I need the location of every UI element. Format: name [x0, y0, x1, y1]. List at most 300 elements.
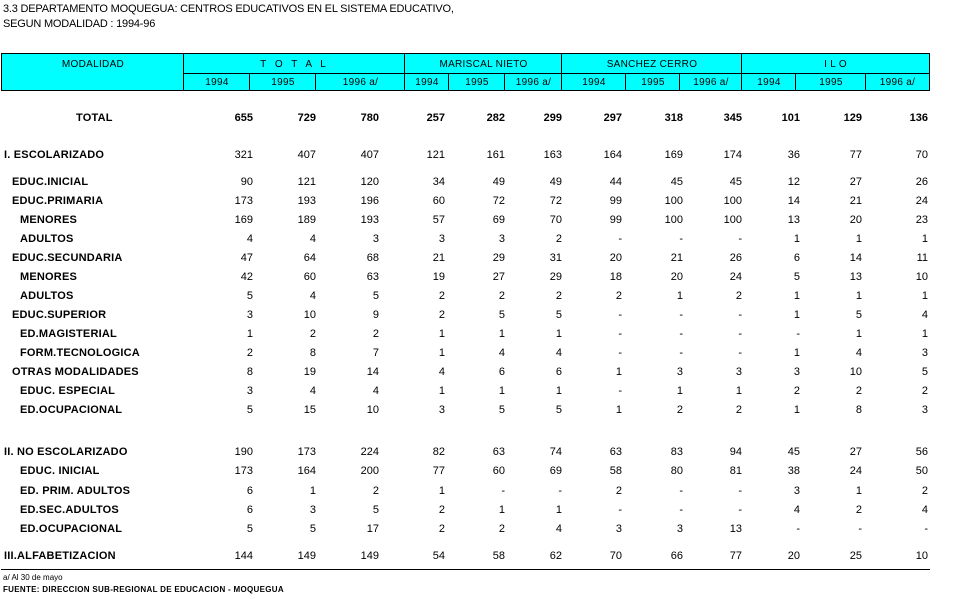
row-label: FORM.TECNOLOGICA [20, 347, 140, 359]
table-row [0, 327, 957, 342]
table-cell: 345 [723, 112, 742, 124]
table-cell: 14 [787, 195, 800, 207]
table-cell: 1 [793, 404, 800, 416]
table-cell: 224 [360, 446, 379, 458]
table-cell: 27 [492, 271, 505, 283]
table-cell: 1 [855, 233, 862, 245]
table-cell: 174 [723, 149, 742, 161]
table-cell: 13 [787, 214, 800, 226]
table-cell: 24 [915, 195, 928, 207]
table-row [0, 289, 957, 304]
table-cell: 56 [915, 446, 928, 458]
table-cell: 57 [432, 214, 445, 226]
table-cell: 70 [915, 149, 928, 161]
table-cell: 3 [793, 366, 800, 378]
table-cell: 3 [921, 347, 928, 359]
table-title [3, 2, 454, 32]
table-cell: 18 [609, 271, 622, 283]
table-cell: 2 [735, 290, 742, 302]
table-cell: 2 [309, 328, 316, 340]
row-label: TOTAL [76, 112, 113, 124]
table-cell: 3 [921, 404, 928, 416]
table-row [0, 194, 957, 209]
table-cell: - [679, 347, 683, 359]
table-cell: 161 [486, 149, 505, 161]
table-cell: 2 [793, 385, 800, 397]
table-cell: 49 [492, 176, 505, 188]
header-divider [679, 74, 680, 90]
table-cell: 9 [372, 309, 379, 321]
table-cell: 2 [921, 385, 928, 397]
table-cell: 1 [793, 347, 800, 359]
table-cell: 149 [360, 550, 379, 562]
table-cell: 1 [855, 328, 862, 340]
table-row [0, 148, 957, 163]
table-cell: 63 [609, 446, 622, 458]
table-cell: 54 [432, 550, 445, 562]
row-label: ED.MAGISTERIAL [20, 328, 117, 340]
table-cell: 2 [498, 523, 505, 535]
table-cell: 3 [498, 233, 505, 245]
header-year: 1995 [465, 76, 489, 88]
table-cell: 2 [855, 504, 862, 516]
table-cell: 20 [670, 271, 683, 283]
row-label: EDUC.PRIMARIA [12, 195, 104, 207]
header-year: 1995 [819, 76, 843, 88]
table-cell: 100 [723, 214, 742, 226]
table-cell: 27 [849, 446, 862, 458]
table-cell: 13 [729, 523, 742, 535]
table-cell: 2 [555, 290, 562, 302]
table-cell: 169 [234, 214, 253, 226]
table-cell: 77 [729, 550, 742, 562]
table-cell: 5 [372, 290, 379, 302]
header-divider [504, 74, 505, 90]
table-cell: - [618, 385, 622, 397]
table-cell: 26 [915, 176, 928, 188]
table-cell: 1 [615, 404, 622, 416]
table-cell: 196 [360, 195, 379, 207]
table-cell: 655 [234, 112, 253, 124]
table-cell: 4 [309, 233, 316, 245]
table-cell: 1 [855, 485, 862, 497]
table-cell: 164 [297, 465, 316, 477]
table-cell: 189 [297, 214, 316, 226]
table-cell: 20 [787, 550, 800, 562]
footnote: a/ Al 30 de mayo [3, 573, 63, 582]
row-label: MENORES [20, 214, 78, 226]
table-cell: 36 [787, 149, 800, 161]
table-cell: 3 [309, 504, 316, 516]
table-cell: 12 [787, 176, 800, 188]
table-cell: 69 [492, 214, 505, 226]
table-cell: 24 [849, 465, 862, 477]
table-cell: - [679, 233, 683, 245]
table-cell: 81 [729, 465, 742, 477]
table-cell: 190 [234, 446, 253, 458]
header-year: 1994 [757, 76, 781, 88]
table-cell: 1 [735, 385, 742, 397]
table-cell: - [558, 485, 562, 497]
table-cell: 1 [615, 366, 622, 378]
table-cell: - [738, 309, 742, 321]
header-year: 1995 [641, 76, 665, 88]
table-cell: 69 [549, 465, 562, 477]
table-cell: 2 [855, 385, 862, 397]
table-cell: - [738, 504, 742, 516]
table-cell: 10 [915, 550, 928, 562]
table-cell: 8 [309, 347, 316, 359]
table-cell: 94 [729, 446, 742, 458]
table-cell: 4 [855, 347, 862, 359]
table-cell: 173 [234, 465, 253, 477]
table-cell: 44 [609, 176, 622, 188]
table-cell: 2 [555, 233, 562, 245]
table-cell: 3 [676, 523, 683, 535]
table-row [0, 384, 957, 399]
table-cell: - [618, 328, 622, 340]
table-cell: 38 [787, 465, 800, 477]
table-row [0, 308, 957, 323]
table-cell: 63 [366, 271, 379, 283]
table-cell: 1 [498, 328, 505, 340]
header-divider [404, 54, 405, 90]
table-cell: 1 [921, 233, 928, 245]
table-cell: 60 [303, 271, 316, 283]
table-cell: 74 [549, 446, 562, 458]
header-group-total: T O T A L [260, 58, 329, 70]
table-cell: 2 [438, 523, 445, 535]
title-line-2: SEGUN MODALIDAD : 1994-96 [3, 18, 156, 30]
table-cell: 68 [366, 252, 379, 264]
table-cell: 5 [246, 523, 253, 535]
table-cell: 3 [438, 404, 445, 416]
table-cell: 72 [549, 195, 562, 207]
table-cell: 13 [849, 271, 862, 283]
table-cell: 2 [498, 290, 505, 302]
table-cell: 2 [438, 290, 445, 302]
title-line-1: 3.3 DEPARTAMENTO MOQUEGUA: CENTROS EDUCATIVOS EN EL SISTEMA EDUCATIVO, [3, 3, 454, 15]
table-cell: 5 [498, 404, 505, 416]
header-divider [625, 74, 626, 90]
table-cell: 1 [438, 347, 445, 359]
table-row [0, 365, 957, 380]
table-cell: 70 [609, 550, 622, 562]
table-cell: 99 [609, 195, 622, 207]
table-cell: 63 [492, 446, 505, 458]
table-cell: 20 [849, 214, 862, 226]
table-cell: 1 [555, 504, 562, 516]
table-row [0, 549, 957, 564]
header-group-mariscal-nieto: MARISCAL NIETO [439, 58, 528, 70]
table-cell: 66 [670, 550, 683, 562]
table-cell: 3 [615, 523, 622, 535]
table-row [0, 445, 957, 460]
table-cell: 1 [309, 485, 316, 497]
table-cell: - [738, 328, 742, 340]
table-cell: 5 [372, 504, 379, 516]
table-cell: 62 [549, 550, 562, 562]
table-cell: - [738, 485, 742, 497]
table-cell: 321 [234, 149, 253, 161]
table-cell: 780 [360, 112, 379, 124]
header-divider [865, 74, 866, 90]
table-row [0, 503, 957, 518]
table-cell: 101 [781, 112, 800, 124]
table-cell: 120 [360, 176, 379, 188]
row-label: ED.OCUPACIONAL [20, 404, 123, 416]
table-cell: 257 [426, 112, 445, 124]
table-cell: 6 [246, 504, 253, 516]
table-cell: 1 [921, 290, 928, 302]
table-cell: 5 [309, 523, 316, 535]
table-cell: 77 [432, 465, 445, 477]
table-cell: 60 [432, 195, 445, 207]
table-cell: 2 [246, 347, 253, 359]
table-cell: - [679, 328, 683, 340]
table-cell: 4 [309, 385, 316, 397]
header-modalidad: MODALIDAD [61, 58, 125, 70]
row-label: ED. PRIM. ADULTOS [20, 485, 131, 497]
table-cell: - [796, 523, 800, 535]
table-cell: 729 [297, 112, 316, 124]
table-row [0, 213, 957, 228]
table-cell: 90 [240, 176, 253, 188]
header-year: 1994 [415, 76, 439, 88]
header-divider [315, 74, 316, 90]
table-cell: 26 [729, 252, 742, 264]
table-cell: 5 [555, 404, 562, 416]
header-group-sanchez-cerro: SANCHEZ CERRO [606, 58, 698, 70]
table-cell: 7 [372, 347, 379, 359]
table-cell: 8 [246, 366, 253, 378]
table-cell: 21 [849, 195, 862, 207]
table-cell: 5 [555, 309, 562, 321]
table-cell: 100 [664, 214, 683, 226]
row-label: II. NO ESCOLARIZADO [4, 446, 128, 458]
table-cell: 1 [921, 328, 928, 340]
table-cell: 19 [303, 366, 316, 378]
table-cell: 100 [723, 195, 742, 207]
table-cell: 149 [297, 550, 316, 562]
table-cell: 2 [372, 328, 379, 340]
table-cell: 2 [438, 504, 445, 516]
table-cell: 3 [793, 485, 800, 497]
table-cell: 50 [915, 465, 928, 477]
table-cell: 200 [360, 465, 379, 477]
table-cell: 29 [549, 271, 562, 283]
table-cell: 10 [849, 366, 862, 378]
table-cell: 1 [676, 290, 683, 302]
table-cell: - [738, 347, 742, 359]
table-cell: 5 [246, 290, 253, 302]
table-cell: 407 [297, 149, 316, 161]
row-label: EDUC. INICIAL [20, 465, 100, 477]
table-cell: 3 [676, 366, 683, 378]
table-cell: 5 [793, 271, 800, 283]
table-cell: 23 [915, 214, 928, 226]
table-cell: 21 [432, 252, 445, 264]
table-row [0, 522, 957, 537]
table-cell: - [501, 485, 505, 497]
table-cell: - [858, 523, 862, 535]
table-cell: 10 [303, 309, 316, 321]
table-header [1, 53, 930, 91]
table-cell: 3 [372, 233, 379, 245]
header-year: 1994 [582, 76, 606, 88]
table-cell: 2 [921, 485, 928, 497]
header-divider [561, 54, 562, 90]
table-cell: 1 [438, 485, 445, 497]
table-cell: 6 [793, 252, 800, 264]
table-cell: 60 [492, 465, 505, 477]
row-label: EDUC. ESPECIAL [20, 385, 116, 397]
table-cell: 99 [609, 214, 622, 226]
table-cell: - [738, 233, 742, 245]
table-cell: 19 [432, 271, 445, 283]
table-row [0, 484, 957, 499]
header-year: 1996 a/ [879, 76, 916, 88]
table-cell: 42 [240, 271, 253, 283]
table-cell: 299 [543, 112, 562, 124]
row-label: III.ALFABETIZACION [4, 550, 116, 562]
table-row [0, 111, 957, 126]
table-cell: 318 [664, 112, 683, 124]
table-cell: 1 [855, 290, 862, 302]
table-cell: - [924, 523, 928, 535]
row-label: ED.SEC.ADULTOS [20, 504, 119, 516]
table-cell: 80 [670, 465, 683, 477]
table-cell: 1 [438, 385, 445, 397]
table-cell: 407 [360, 149, 379, 161]
table-cell: 58 [492, 550, 505, 562]
table-cell: 10 [366, 404, 379, 416]
header-divider [184, 73, 929, 74]
row-label: ADULTOS [20, 290, 74, 302]
row-label: OTRAS MODALIDADES [12, 366, 139, 378]
table-cell: 1 [555, 328, 562, 340]
table-cell: 34 [432, 176, 445, 188]
table-cell: - [679, 504, 683, 516]
table-cell: 25 [849, 550, 862, 562]
table-cell: 11 [916, 252, 928, 264]
row-label: EDUC.SUPERIOR [12, 309, 107, 321]
row-label: ADULTOS [20, 233, 74, 245]
table-cell: 6 [498, 366, 505, 378]
table-cell: 163 [543, 149, 562, 161]
table-cell: 1 [246, 328, 253, 340]
row-label: EDUC.SECUNDARIA [12, 252, 123, 264]
table-cell: - [618, 233, 622, 245]
row-label: MENORES [20, 271, 78, 283]
table-cell: - [618, 309, 622, 321]
table-cell: 17 [366, 523, 379, 535]
table-row [0, 346, 957, 361]
header-year: 1995 [271, 76, 295, 88]
table-cell: 193 [360, 214, 379, 226]
table-cell: 49 [549, 176, 562, 188]
table-cell: 5 [921, 366, 928, 378]
table-cell: 5 [498, 309, 505, 321]
table-cell: 15 [303, 404, 316, 416]
table-cell: 21 [670, 252, 683, 264]
header-divider [448, 74, 449, 90]
table-cell: 82 [432, 446, 445, 458]
table-cell: 2 [438, 309, 445, 321]
table-cell: 2 [676, 404, 683, 416]
table-cell: 193 [297, 195, 316, 207]
table-row [0, 232, 957, 247]
table-cell: 4 [921, 504, 928, 516]
table-cell: - [618, 347, 622, 359]
table-cell: 5 [246, 404, 253, 416]
table-cell: 29 [492, 252, 505, 264]
table-cell: 1 [555, 385, 562, 397]
table-cell: 3 [735, 366, 742, 378]
table-cell: 4 [498, 347, 505, 359]
table-cell: 1 [498, 504, 505, 516]
table-row [0, 251, 957, 266]
table-cell: 6 [555, 366, 562, 378]
table-cell: 45 [729, 176, 742, 188]
table-cell: 58 [609, 465, 622, 477]
header-year: 1996 a/ [693, 76, 729, 88]
table-cell: 27 [849, 176, 862, 188]
table-cell: - [679, 309, 683, 321]
table-cell: 1 [676, 385, 683, 397]
table-cell: 6 [246, 485, 253, 497]
table-cell: 5 [855, 309, 862, 321]
table-cell: 70 [549, 214, 562, 226]
table-cell: 72 [492, 195, 505, 207]
header-divider [249, 74, 250, 90]
table-cell: 282 [486, 112, 505, 124]
header-divider [183, 54, 184, 90]
table-bottom-rule [1, 569, 930, 570]
header-year: 1996 a/ [342, 76, 379, 88]
table-cell: 136 [909, 112, 928, 124]
table-cell: 1 [498, 385, 505, 397]
table-cell: 24 [729, 271, 742, 283]
table-cell: 10 [915, 271, 928, 283]
table-cell: 4 [309, 290, 316, 302]
table-cell: 173 [234, 195, 253, 207]
table-cell: 173 [297, 446, 316, 458]
row-label: ED.OCUPACIONAL [20, 523, 123, 535]
table-cell: 4 [438, 366, 445, 378]
header-divider [741, 54, 742, 90]
table-cell: 31 [549, 252, 562, 264]
table-cell: 4 [921, 309, 928, 321]
table-cell: 45 [670, 176, 683, 188]
table-row [0, 175, 957, 190]
table-cell: 121 [426, 149, 445, 161]
table-cell: 4 [555, 347, 562, 359]
header-group-ilo: I L O [824, 58, 847, 70]
table-cell: 47 [240, 252, 253, 264]
table-cell: 14 [366, 366, 379, 378]
table-cell: 45 [787, 446, 800, 458]
table-cell: 4 [246, 233, 253, 245]
table-cell: 297 [603, 112, 622, 124]
table-cell: - [679, 485, 683, 497]
header-year: 1994 [205, 76, 229, 88]
table-cell: 83 [670, 446, 683, 458]
table-cell: 77 [849, 149, 862, 161]
table-cell: 129 [843, 112, 862, 124]
table-cell: 20 [609, 252, 622, 264]
table-cell: 2 [615, 485, 622, 497]
